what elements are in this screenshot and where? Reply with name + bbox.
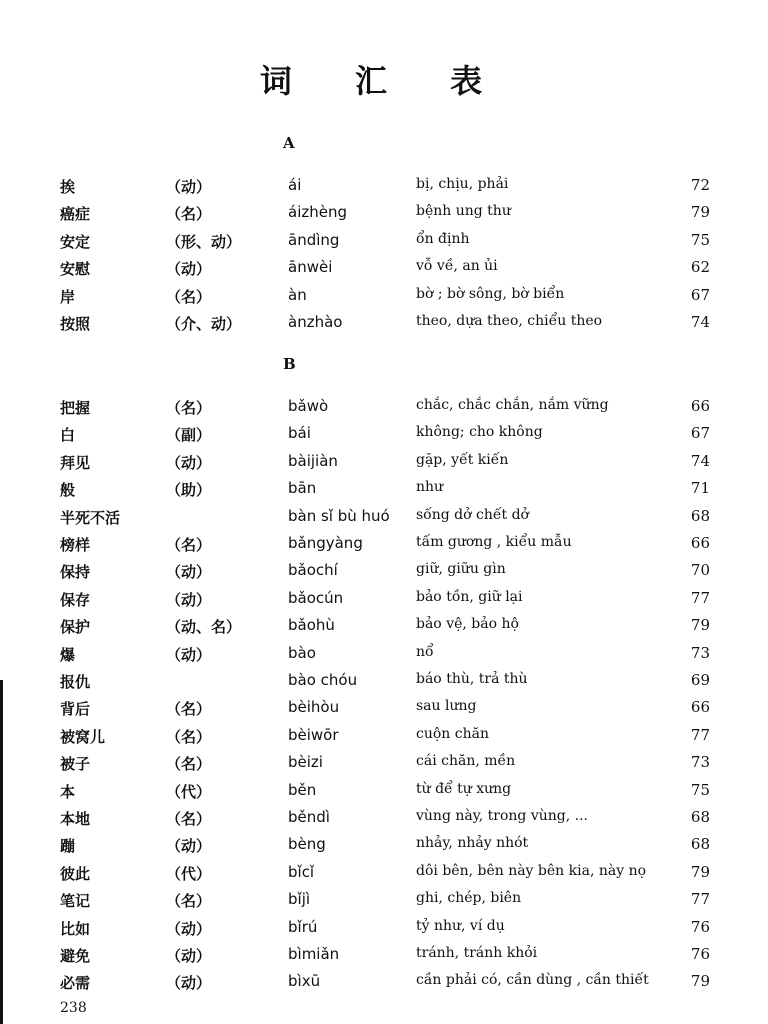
entry-meaning: ghi, chép, biên (416, 890, 522, 907)
glossary-entry (0, 203, 768, 229)
entry-hanzi: 癌症 (60, 205, 91, 224)
entry-pos: （动） (166, 837, 212, 856)
glossary-entry (0, 424, 768, 450)
entry-page: 79 (690, 203, 710, 222)
entry-pos: （名） (166, 536, 212, 554)
entry-pinyin: bǎngyàng (288, 534, 363, 552)
entry-page: 62 (690, 258, 710, 277)
glossary-entry (0, 561, 768, 587)
entry-page: 71 (690, 479, 710, 498)
entry-page: 76 (690, 945, 710, 963)
entry-pinyin: běn (288, 780, 317, 799)
glossary-entry (0, 616, 768, 642)
entry-pinyin: bàn sǐ bù huó (288, 506, 390, 525)
entry-pinyin: àn (288, 285, 307, 304)
entry-page: 77 (690, 725, 710, 744)
entry-page: 74 (690, 313, 710, 331)
entry-hanzi: 半死不活 (60, 508, 121, 527)
entry-meaning: cái chăn, mền (416, 753, 516, 770)
entry-page: 73 (690, 643, 710, 662)
entry-hanzi: 蹦 (60, 837, 76, 856)
entry-pinyin: běndì (288, 808, 330, 826)
entry-pos: （助） (166, 481, 212, 500)
entry-pos: （动） (166, 919, 212, 938)
entry-pos: （动） (166, 645, 212, 664)
entry-meaning: tấm gương , kiểu mẫu (416, 534, 572, 550)
glossary-entry (0, 808, 768, 834)
section-letter-a: A (283, 134, 295, 152)
entry-pos: （动、名） (166, 618, 242, 637)
entry-meaning: không; cho không (416, 424, 543, 441)
entry-hanzi: 保存 (60, 590, 91, 609)
entry-page: 66 (690, 698, 710, 717)
glossary-entry (0, 972, 768, 998)
entry-meaning: bệnh ung thư (416, 203, 511, 220)
entry-page: 66 (690, 397, 710, 415)
glossary-entry (0, 258, 768, 284)
entry-pinyin: ái (288, 176, 302, 194)
entry-pinyin: bǐrú (288, 917, 318, 936)
page-title: 词 汇 表 (259, 62, 509, 100)
entry-pos: （动） (166, 947, 212, 965)
entry-meaning: cuộn chăn (416, 725, 489, 742)
entry-pos: （名） (166, 727, 212, 746)
entry-pinyin: bèizi (288, 753, 323, 772)
entry-pinyin: bǎochí (288, 561, 338, 580)
entry-page: 75 (690, 230, 710, 249)
entry-pinyin: bǎohù (288, 616, 335, 635)
entry-meaning: bờ ; bờ sông, bờ biển (416, 285, 565, 302)
entry-pos: （名） (166, 287, 212, 306)
entry-page: 74 (690, 451, 710, 470)
glossary-entry (0, 589, 768, 615)
entry-hanzi: 按照 (60, 315, 91, 333)
entry-meaning: ổn định (416, 230, 470, 247)
glossary-entry (0, 726, 768, 752)
entry-page: 77 (690, 588, 710, 607)
entry-page: 69 (690, 671, 710, 689)
entry-pinyin: bèiwōr (288, 725, 339, 744)
entry-page: 68 (690, 506, 710, 525)
entry-hanzi: 岸 (60, 287, 76, 306)
entry-pinyin: bìxū (288, 972, 321, 991)
entry-hanzi: 本 (60, 782, 76, 801)
glossary-entry (0, 781, 768, 807)
entry-pinyin: bìmiǎn (288, 945, 340, 963)
entry-meaning: như (416, 479, 444, 496)
entry-hanzi: 保持 (60, 563, 91, 582)
entry-pinyin: āndìng (288, 230, 340, 249)
entry-pinyin: bǐcǐ (288, 862, 315, 881)
entry-pinyin: bàijiàn (288, 451, 338, 470)
entry-page: 68 (690, 808, 710, 826)
entry-hanzi: 彼此 (60, 864, 91, 883)
entry-meaning: giữ, giữu gìn (416, 561, 506, 578)
entry-meaning: chắc, chắc chắn, nắm vững (416, 397, 609, 413)
entry-meaning: cần phải có, cần dùng , cần thiết (416, 972, 649, 989)
glossary-entry (0, 671, 768, 697)
entry-meaning: theo, dựa theo, chiểu theo (416, 313, 603, 329)
glossary-entry (0, 753, 768, 779)
entry-hanzi: 保护 (60, 618, 91, 637)
entry-hanzi: 本地 (60, 810, 91, 828)
entry-pinyin: bèihòu (288, 698, 340, 717)
page-edge-shadow (0, 680, 3, 1024)
entry-pinyin: bǎwò (288, 397, 329, 415)
glossary-entry (0, 918, 768, 944)
entry-pos: （动） (166, 974, 212, 993)
glossary-entry (0, 644, 768, 670)
entry-meaning: sau lưng (416, 698, 477, 715)
entry-meaning: báo thù, trả thù (416, 671, 528, 687)
section-letter-b: B (283, 355, 296, 373)
entry-pos: （动） (166, 590, 212, 609)
entry-pinyin: bèng (288, 835, 326, 854)
entry-pos: （名） (166, 205, 212, 224)
glossary-entry (0, 397, 768, 423)
entry-pos: （代） (166, 864, 212, 883)
entry-page: 73 (690, 753, 710, 772)
glossary-entry (0, 176, 768, 202)
entry-page: 68 (690, 835, 710, 854)
entry-pos: （副） (166, 426, 212, 445)
entry-pos: （介、动） (166, 315, 242, 333)
entry-meaning: từ để tự xưng (416, 780, 512, 797)
entry-pos: （动） (166, 260, 212, 279)
entry-pinyin: bào (288, 643, 316, 662)
glossary-entry (0, 698, 768, 724)
entry-pinyin: bǎocún (288, 588, 344, 607)
entry-pinyin: bào chóu (288, 671, 358, 689)
entry-pos: （名） (166, 399, 212, 417)
entry-meaning: bị, chịu, phải (416, 176, 509, 192)
entry-pos: （名） (166, 810, 212, 828)
entry-page: 79 (690, 862, 710, 881)
entry-hanzi: 被子 (60, 755, 91, 774)
entry-hanzi: 白 (60, 426, 76, 445)
entry-hanzi: 比如 (60, 919, 91, 938)
entry-meaning: bảo vệ, bảo hộ (416, 616, 519, 633)
entry-pos: （动） (166, 178, 212, 196)
entry-meaning: tỷ như, ví dụ (416, 917, 505, 934)
entry-pinyin: ànzhào (288, 313, 343, 331)
entry-pinyin: áizhèng (288, 203, 347, 222)
entry-page: 76 (690, 917, 710, 936)
entry-pos: （形、动） (166, 232, 242, 251)
entry-hanzi: 避免 (60, 947, 91, 965)
glossary-entry (0, 313, 768, 339)
entry-pinyin: bái (288, 424, 311, 443)
entry-page: 67 (690, 424, 710, 443)
entry-hanzi: 安定 (60, 232, 91, 251)
entry-hanzi: 般 (60, 481, 76, 500)
glossary-entry (0, 835, 768, 861)
entry-page: 79 (690, 972, 710, 991)
glossary-entry (0, 890, 768, 916)
entry-meaning: bảo tồn, giữ lại (416, 588, 523, 605)
glossary-entry (0, 534, 768, 560)
glossary-entry (0, 945, 768, 971)
entry-hanzi: 榜样 (60, 536, 91, 554)
entry-hanzi: 安慰 (60, 260, 91, 279)
entry-pos: （代） (166, 782, 212, 801)
glossary-entry (0, 863, 768, 889)
entry-hanzi: 把握 (60, 399, 91, 417)
entry-hanzi: 笔记 (60, 892, 91, 911)
entry-pinyin: bān (288, 479, 317, 498)
entry-hanzi: 必需 (60, 974, 91, 993)
entry-pinyin: bǐjì (288, 890, 311, 909)
entry-meaning: vùng này, trong vùng, ... (416, 808, 588, 824)
glossary-entry (0, 286, 768, 312)
entry-page: 72 (690, 176, 710, 194)
entry-meaning: vỗ về, an ủi (416, 258, 498, 275)
entry-hanzi: 拜见 (60, 453, 91, 472)
entry-meaning: gặp, yết kiến (416, 451, 509, 468)
entry-hanzi: 挨 (60, 178, 76, 196)
entry-page: 77 (690, 890, 710, 909)
entry-pinyin: ānwèi (288, 258, 333, 277)
entry-hanzi: 被窝儿 (60, 727, 106, 746)
entry-meaning: dôi bên, bên này bên kia, này nọ (416, 862, 647, 879)
page-number: 238 (60, 1000, 87, 1016)
entry-page: 70 (690, 561, 710, 580)
entry-pos: （名） (166, 755, 212, 774)
entry-page: 67 (690, 285, 710, 304)
glossary-entry (0, 452, 768, 478)
entry-page: 66 (690, 534, 710, 552)
glossary-entry (0, 231, 768, 257)
entry-hanzi: 爆 (60, 645, 76, 664)
entry-meaning: nổ (416, 643, 434, 660)
entry-pos: （动） (166, 453, 212, 472)
entry-pos: （名） (166, 892, 212, 911)
entry-pos: （动） (166, 563, 212, 582)
entry-page: 75 (690, 780, 710, 799)
glossary-entry (0, 507, 768, 533)
glossary-entry (0, 479, 768, 505)
entry-hanzi: 报仇 (60, 673, 91, 691)
entry-meaning: nhảy, nhảy nhót (416, 835, 529, 852)
entry-meaning: sống dở chết dở (416, 506, 529, 523)
entry-pos: （名） (166, 700, 212, 719)
entry-page: 79 (690, 616, 710, 635)
entry-meaning: tránh, tránh khỏi (416, 945, 538, 961)
entry-hanzi: 背后 (60, 700, 91, 719)
